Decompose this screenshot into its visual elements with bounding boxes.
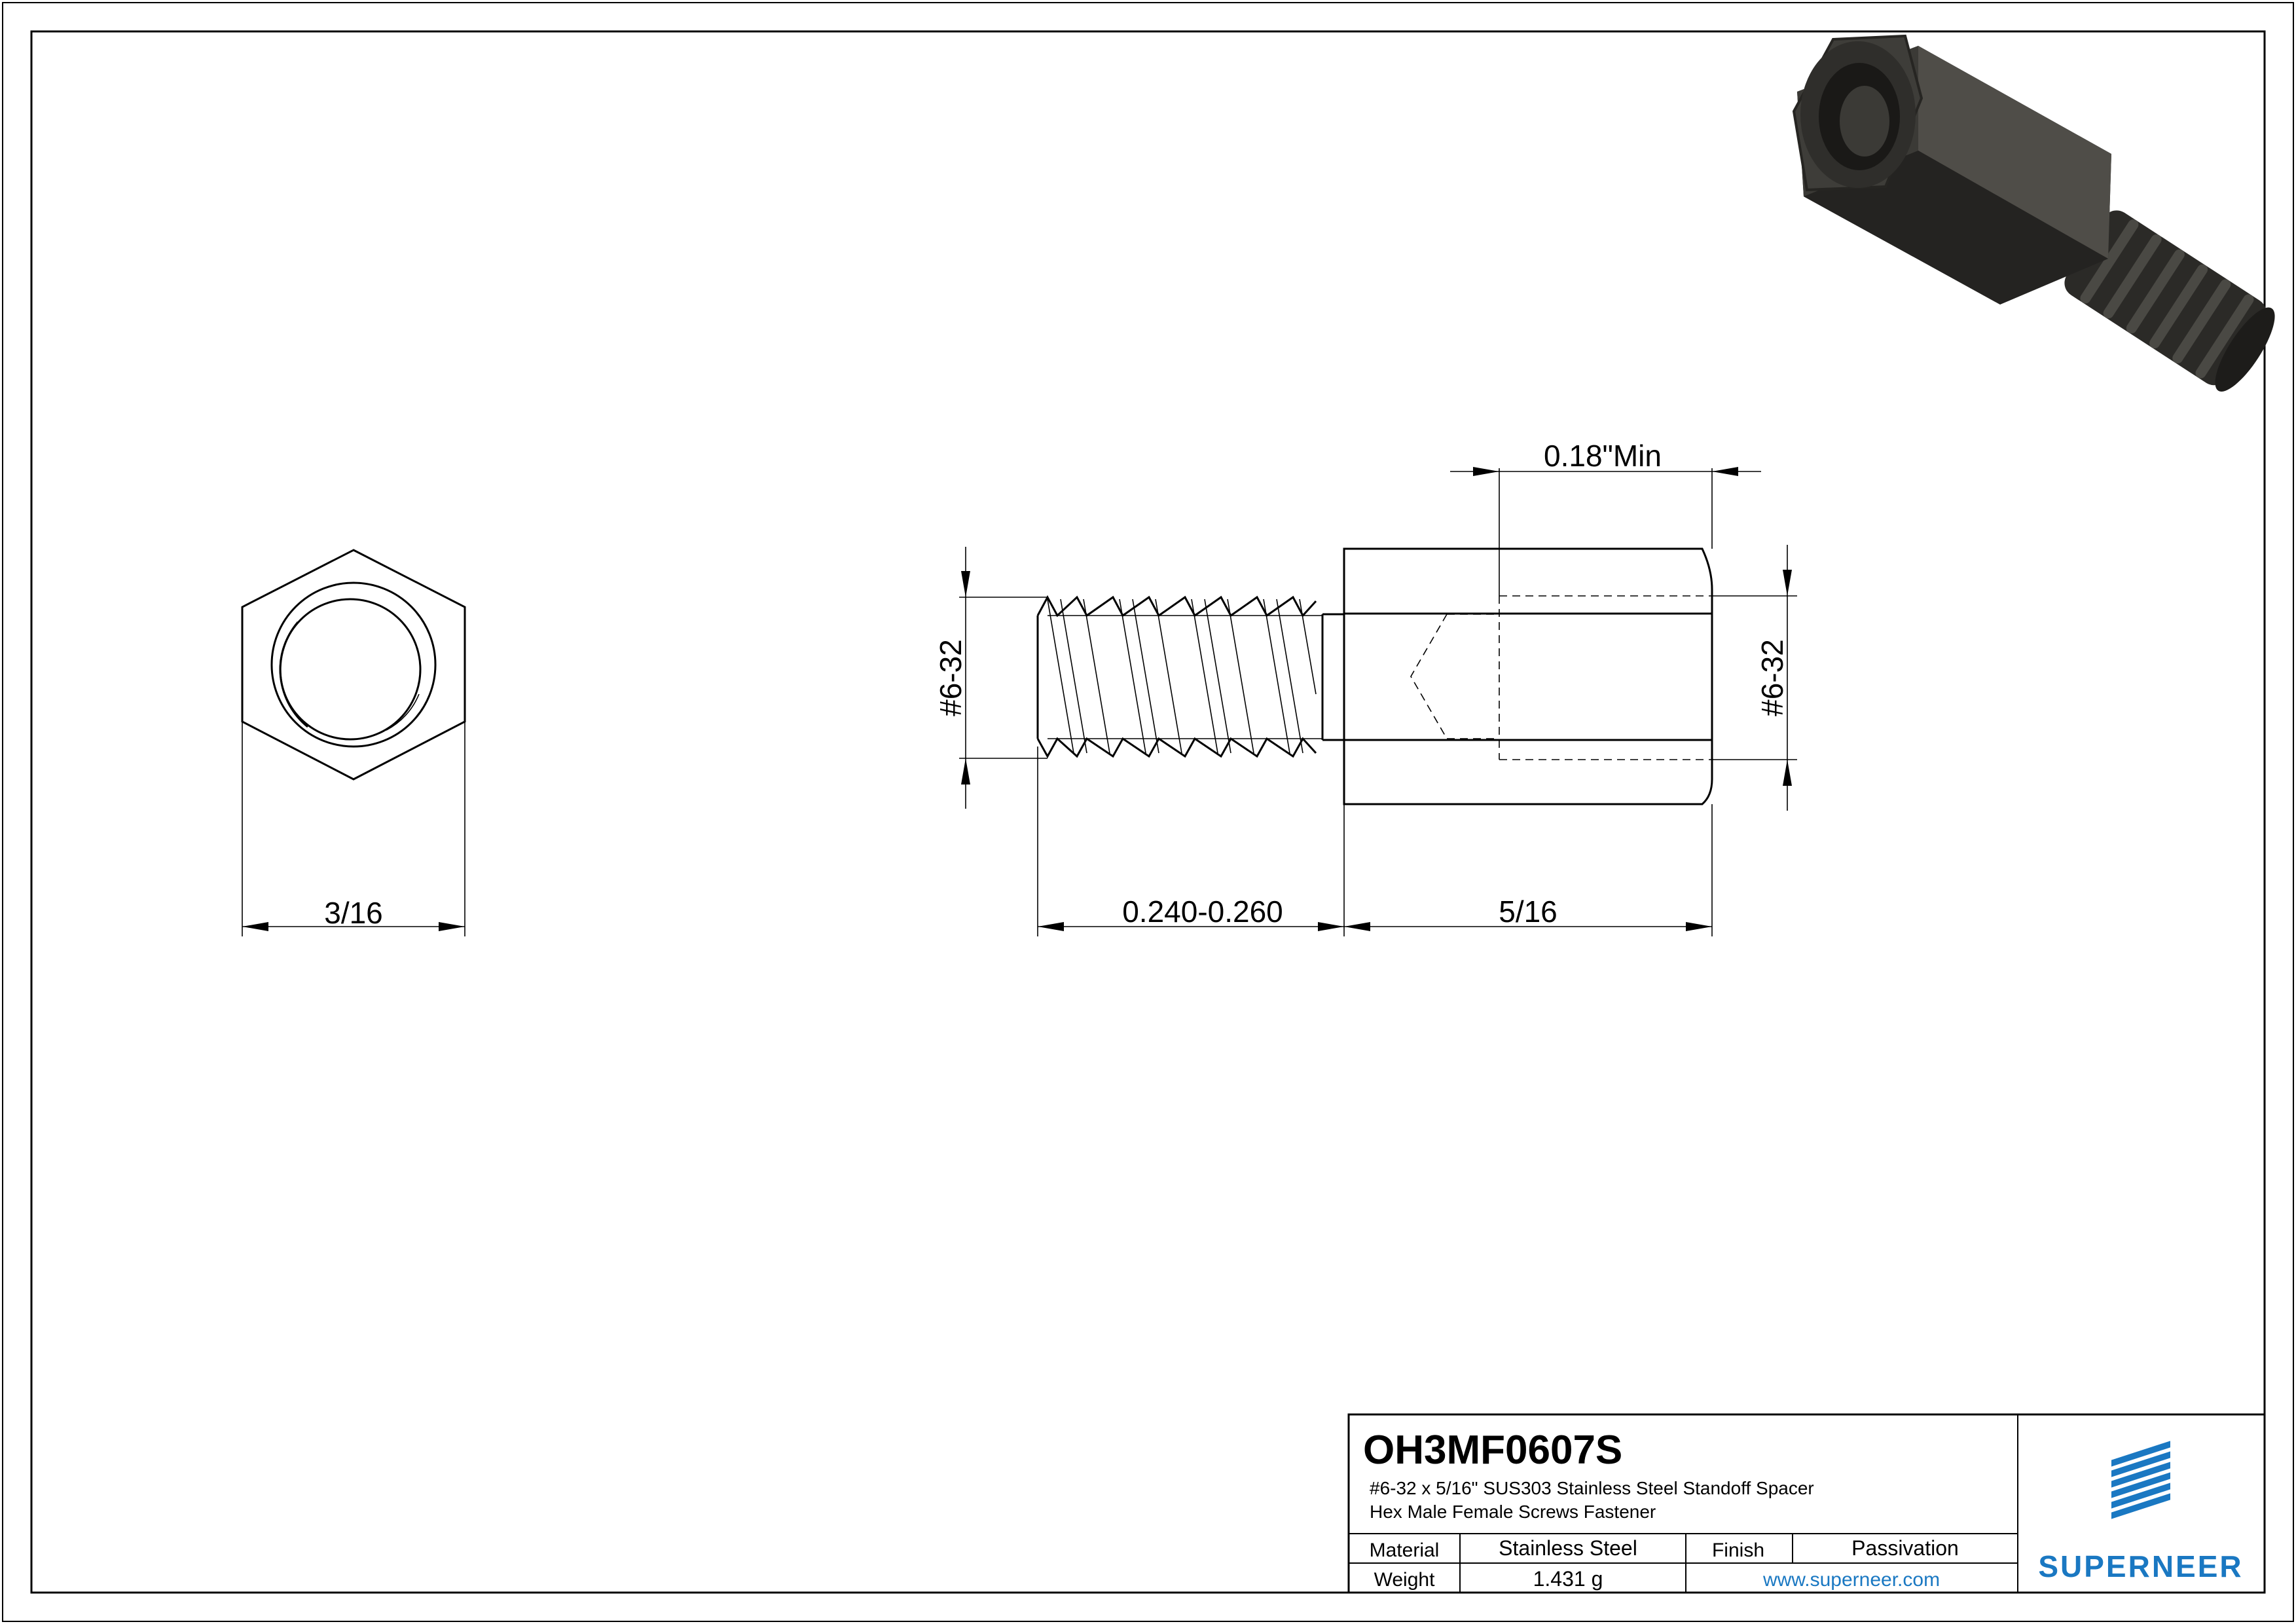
finish-value: Passivation xyxy=(1851,1536,1959,1560)
standoff-side-view xyxy=(1038,549,1712,804)
description-line-1: #6-32 x 5/16" SUS303 Stainless Steel Standoff Spacer xyxy=(1370,1478,1814,1498)
website-link[interactable]: www.superneer.com xyxy=(1762,1569,1941,1591)
thread-depth-label: 0.18"Min xyxy=(1544,439,1662,473)
body-length-label: 5/16 xyxy=(1499,895,1558,929)
description-line-2: Hex Male Female Screws Fastener xyxy=(1370,1502,1656,1522)
standoff-3d-render xyxy=(1794,36,2285,399)
material-label: Material xyxy=(1369,1540,1440,1561)
thread-depth-dimension xyxy=(1450,468,1761,596)
brand-name: SUPERNEER xyxy=(2038,1549,2244,1583)
finish-label: Finish xyxy=(1711,1540,1765,1561)
weight-value: 1.431 g xyxy=(1533,1567,1603,1591)
weight-label: Weight xyxy=(1374,1569,1435,1591)
part-number: OH3MF0607S xyxy=(1363,1428,1623,1473)
thread-length-label: 0.240-0.260 xyxy=(1122,895,1283,929)
male-thread-label: #6-32 xyxy=(934,639,968,716)
material-value: Stainless Steel xyxy=(1499,1536,1637,1560)
hex-end-view xyxy=(242,550,465,779)
hex-width-label: 3/16 xyxy=(324,896,383,930)
female-thread-label: #6-32 xyxy=(1755,639,1789,716)
striped-square-icon xyxy=(2111,1441,2170,1519)
male-thread-dimension xyxy=(959,547,1048,809)
